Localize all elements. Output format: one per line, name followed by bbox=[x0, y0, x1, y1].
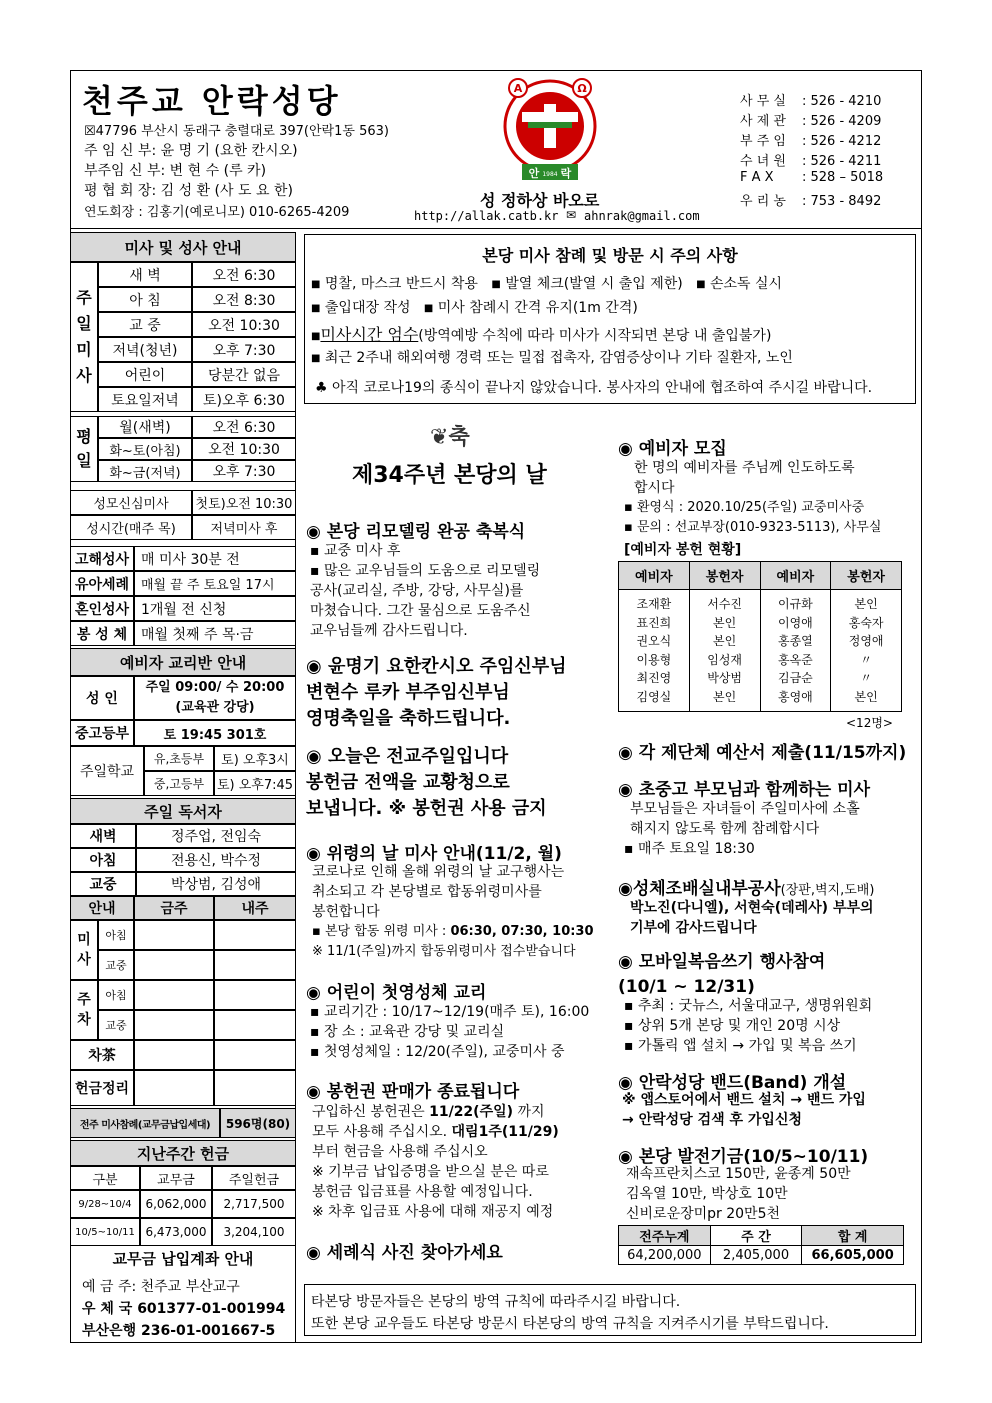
all-souls-body: 코로나로 인해 올해 위령의 날 교구행사는 취소되고 각 본당별로 합동위령미사를 봉헌합니다 ▪ 본당 합동 위령 미사 : 06:30, 07:30, 10:30 ※ 11/1(주일)까지 합동위령미사 접수받습니다 bbox=[312, 864, 594, 959]
remodel-body: ▪ 교중 미사 후 ▪ 많은 교우님들의 도움으로 리모델링 공사(교리실, 주방, 강당, 사무실)를 마쳤습니다. 그간 물심으로 도움주신 교우님들께 감사드립니다. bbox=[310, 543, 541, 639]
header-divider bbox=[70, 228, 922, 229]
catechumen-count: <12명> bbox=[846, 716, 893, 730]
council-line: 평 협 회 장: 김 성 환 (사 도 요 한) bbox=[84, 183, 293, 199]
reader-mass-1: 아침 bbox=[70, 848, 136, 872]
special-mass-name-0: 성모신심미사 bbox=[70, 490, 192, 515]
notice-title: 본당 미사 참례 및 방문 시 주의 사항 bbox=[482, 246, 738, 265]
fund-header-cumulative: 전주누계 bbox=[619, 1226, 711, 1246]
logo-an: 안 bbox=[528, 167, 540, 180]
contact-rectory: 사 제 관 : 526 - 4209 bbox=[740, 114, 882, 129]
sacrament-info-3: 매월 첫째 주 목·금 bbox=[134, 621, 296, 646]
all-souls-title: ◉ 위령의 날 미사 안내(11/2, 월) bbox=[306, 844, 562, 864]
status-col-0: 조재환 표진희 권오식 이용형 최진영 김영실 bbox=[619, 590, 690, 712]
parish-title: 천주교 안락성당 bbox=[82, 82, 342, 120]
pastor-line: 주 임 신 부: 윤 명 기 (요한 칸시오) bbox=[84, 143, 298, 159]
assistant-line: 부주임 신 부: 변 현 수 (루 카) bbox=[84, 163, 267, 179]
service-mass-next-1 bbox=[214, 950, 296, 980]
account-title: 교무금 납입계좌 안내 bbox=[112, 1250, 254, 1268]
attendance-value: 596명(80) bbox=[220, 1108, 296, 1138]
notice-box bbox=[304, 234, 916, 404]
first-communion-title: ◉ 어린이 첫영성체 교리 bbox=[306, 983, 487, 1003]
footer-notice-box bbox=[304, 1284, 916, 1336]
logo-year: 1984 bbox=[542, 171, 558, 178]
status-col-1: 서수진 본인 본인 임성재 박상범 본인 bbox=[689, 590, 760, 712]
sunday-mass-name-0: 새 벽 bbox=[98, 262, 192, 287]
sunday-school-name-1: 중,고등부 bbox=[144, 771, 214, 796]
sunday-mass-name-3: 저녁(청년) bbox=[98, 337, 192, 362]
logo-rak: 락 bbox=[560, 167, 572, 180]
sunday-mass-time-3: 오후 7:30 bbox=[192, 337, 296, 362]
offering-header-period: 구분 bbox=[70, 1166, 140, 1190]
notice-line-2: ■ 출입대장 작성 ■ 미사 참례시 간격 유지(1m 간격) bbox=[311, 300, 638, 316]
sacrament-info-2: 1개월 전 신청 bbox=[134, 596, 296, 621]
band-title: ◉ 안락성당 밴드(Band) 개설 bbox=[618, 1073, 847, 1093]
sacrament-name-2: 혼인성사 bbox=[70, 596, 134, 621]
patron-saint: 성 정하상 바오로 bbox=[480, 191, 600, 210]
logo-omega: Ω bbox=[577, 82, 587, 95]
reader-names-2: 박상범, 김성애 bbox=[136, 872, 296, 896]
youth-class-label: 중고등부 bbox=[70, 720, 134, 746]
service-header-next-week: 내주 bbox=[214, 896, 296, 920]
logo-alpha: A bbox=[513, 82, 523, 95]
service-mass-row-1: 교중 bbox=[98, 950, 134, 980]
status-col-3: 본인 홍숙자 정영애 〃 〃 본인 bbox=[831, 590, 902, 712]
feast-day-title: ◉ 윤명기 요한칸시오 주임신부님 변현수 루카 부주임신부님 영명축일을 축하드립니다. bbox=[306, 656, 567, 729]
service-tea-this bbox=[134, 1040, 214, 1070]
catechumen-recruit-title: ◉ 예비자 모집 bbox=[618, 439, 727, 459]
service-parking-label: 주 차 bbox=[70, 980, 98, 1040]
account-post: 우 체 국 601377-01-001994 bbox=[82, 1301, 286, 1317]
parish-address: ☒47796 부산시 동래구 충렬대로 397(안락1동 563) bbox=[84, 124, 389, 139]
notice-closing: ♣ 아직 코로나19의 종식이 끝나지 않았습니다. 봉사자의 안내에 협조하여 주시길 바랍니다. bbox=[315, 380, 873, 396]
catechumen-status-table bbox=[618, 561, 902, 712]
footer-line-2: 또한 본당 교우들도 타본당 방문시 타본당의 방역 규칙을 지켜주시기를 부탁드립니다. bbox=[311, 1316, 829, 1332]
reader-mass-0: 새벽 bbox=[70, 824, 136, 848]
weekday-mass-time-0: 오전 6:30 bbox=[192, 416, 296, 438]
family-mass-title: ◉ 초중고 부모님과 함께하는 미사 bbox=[618, 780, 870, 800]
service-tea-next bbox=[214, 1040, 296, 1070]
notice-line-3: ■미사시간 엄수(방역예방 수칙에 따라 미사가 시작되면 본당 내 출입불가) bbox=[311, 325, 772, 344]
notice-line-4: ■ 최근 2주내 해외여행 경력 또는 밀접 접촉자, 감염증상이나 기타 질환자, 노인 bbox=[311, 350, 793, 366]
remodel-title: ◉ 본당 리모델링 완공 축복식 bbox=[306, 522, 526, 542]
contact-office: 사 무 실 : 526 - 4210 bbox=[740, 94, 882, 109]
sacrament-info-0: 매 미사 30분 전 bbox=[134, 546, 296, 571]
status-header: 봉헌자 bbox=[689, 562, 760, 590]
sacrament-name-1: 유아세례 bbox=[70, 571, 134, 596]
service-parking-row-1: 교중 bbox=[98, 1010, 134, 1040]
attendance-label: 전주 미사참례(교무금납입세대) bbox=[70, 1108, 220, 1138]
anniversary-emblem: ❦축 bbox=[430, 425, 470, 450]
weekday-mass-name-1: 화~토(아침) bbox=[98, 438, 192, 460]
family-mass-body: 부모님들은 자녀들이 주일미사에 소홀 해지지 않도록 함께 참례합시다 ▪ 매주 토요일 18:30 bbox=[624, 801, 860, 857]
sunday-mass-name-4: 어린이 bbox=[98, 362, 192, 387]
offering-sunday-1: 3,204,100 bbox=[212, 1218, 296, 1246]
service-cash-next bbox=[214, 1070, 296, 1106]
catechumen-title: 예비자 교리반 안내 bbox=[70, 648, 296, 676]
service-parking-next-1 bbox=[214, 1010, 296, 1040]
service-cash-label: 헌금정리 bbox=[70, 1070, 134, 1106]
account-bank: 부산은행 236-01-001667-5 bbox=[82, 1323, 276, 1339]
service-mass-label: 미 사 bbox=[70, 920, 98, 980]
budget-title: ◉ 각 제단체 예산서 제출(11/15까지) bbox=[618, 743, 907, 763]
sunday-school-name-0: 유,초등부 bbox=[144, 746, 214, 771]
status-header: 예비자 bbox=[760, 562, 831, 590]
special-mass-name-1: 성시간(매주 목) bbox=[70, 515, 192, 540]
sunday-school-time-1: 토) 오후7:45 bbox=[214, 771, 296, 796]
offering-period-1: 10/5~10/11 bbox=[70, 1218, 140, 1246]
contact-list bbox=[740, 90, 910, 210]
sacrament-name-3: 봉 성 체 bbox=[70, 621, 134, 646]
fund-value-total: 66,605,000 bbox=[802, 1246, 904, 1265]
baptism-photo-title: ◉ 세례식 사진 찾아가세요 bbox=[306, 1243, 503, 1263]
weekday-mass-label: 평 일 bbox=[70, 416, 98, 482]
service-mass-row-0: 아침 bbox=[98, 920, 134, 950]
mission-sunday-title: ◉ 오늘은 전교주일입니다 봉헌금 전액을 교황청으로 보냅니다. ※ 봉헌권 사용 금지 bbox=[306, 746, 547, 819]
sunday-school-label: 주일학교 bbox=[70, 746, 144, 796]
contact-fax: F A X : 528 – 5018 bbox=[740, 170, 884, 185]
fund-header-weekly: 주 간 bbox=[710, 1226, 802, 1246]
sunday-mass-label: 주 일 미 사 bbox=[70, 262, 98, 412]
sunday-mass-name-2: 교 중 bbox=[98, 312, 192, 337]
weekday-mass-name-0: 월(새벽) bbox=[98, 416, 192, 438]
service-header-guide: 안내 bbox=[70, 896, 134, 920]
fund-header-total: 합 계 bbox=[802, 1226, 904, 1246]
sunday-mass-time-0: 오전 6:30 bbox=[192, 262, 296, 287]
weekday-mass-time-2: 오후 7:30 bbox=[192, 460, 296, 482]
offering-header-tithe: 교무금 bbox=[140, 1166, 212, 1190]
fund-value-cumulative: 64,200,000 bbox=[619, 1246, 711, 1265]
federation-line: 연도회장 : 김홍기(예로니모) 010-6265-4209 bbox=[84, 205, 350, 220]
development-fund-body: 재속프란치스코 150만, 윤종계 50만 김옥열 10만, 박상호 10만 신비로운장미pr 20만5천 bbox=[626, 1166, 851, 1222]
service-tea-label: 차茶 bbox=[70, 1040, 134, 1070]
construction-body: 박노진(다니엘), 서현숙(데레사) 부부의 기부에 감사드립니다 bbox=[630, 900, 874, 936]
fund-value-weekly: 2,405,000 bbox=[710, 1246, 802, 1265]
anniversary-title: 제34주년 본당의 날 bbox=[352, 463, 547, 488]
mobile-gospel-body: ▪ 추최 : 굿뉴스, 서울대교구, 생명위원회 ▪ 상위 5개 본당 및 개인 20명 시상 ▪ 가톨릭 앱 설치 → 가입 및 복음 쓰기 bbox=[624, 998, 873, 1054]
development-fund-title: ◉ 본당 발전기금(10/5~10/11) bbox=[618, 1147, 869, 1167]
status-col-2: 이규화 이영애 홍종열 홍옥준 김금순 홍영애 bbox=[760, 590, 831, 712]
first-communion-body: ▪ 교리기간 : 10/17~12/19(매주 토), 16:00 ▪ 장 소 : 교육관 강당 및 교리실 ▪ 첫영성체일 : 12/20(주일), 교중미사 중 bbox=[310, 1004, 590, 1060]
sunday-mass-time-2: 오전 10:30 bbox=[192, 312, 296, 337]
offering-title: 지난주간 헌금 bbox=[70, 1140, 296, 1166]
notice-line-1: ■ 명찰, 마스크 반드시 착용 ■ 발열 체크(발열 시 출입 제한) ■ 손소독 실시 bbox=[311, 276, 783, 292]
status-header: 봉헌자 bbox=[831, 562, 902, 590]
email-link[interactable]: ahnrak@gmail.com bbox=[584, 209, 700, 223]
offering-header-sunday: 주일헌금 bbox=[212, 1166, 296, 1190]
sacrament-name-0: 고해성사 bbox=[70, 546, 134, 571]
offering-tithe-0: 6,062,000 bbox=[140, 1190, 212, 1218]
service-mass-this-0 bbox=[134, 920, 214, 950]
email-icon: ✉ bbox=[566, 208, 577, 222]
sunday-mass-name-5: 토요일저녁 bbox=[98, 387, 192, 412]
reader-names-1: 전용신, 박수정 bbox=[136, 848, 296, 872]
catechumen-recruit-body: 한 명의 예비자를 주님께 인도하도록 합시다 ▪ 환영식 : 2020.10/25(주일) 교중미사중 ▪ 문의 : 선교부장(010-9323-5113), 사무실 bbox=[624, 460, 882, 535]
sunday-mass-time-4: 당분간 없음 bbox=[192, 362, 296, 387]
status-header-row bbox=[619, 562, 902, 590]
construction-title: ◉성체조배실내부공사(장판,벽지,도배) bbox=[618, 879, 875, 899]
sunday-mass-time-1: 오전 8:30 bbox=[192, 287, 296, 312]
sunday-school-time-0: 토) 오후3시 bbox=[214, 746, 296, 771]
service-mass-this-1 bbox=[134, 950, 214, 980]
voucher-body: 구입하신 봉헌권은 11/22(주일) 까지 모두 사용해 주십시오. 대림1주(11/29) 부터 현금을 사용해 주십시오 ※ 기부금 납입증명을 받으실 분은 따로 봉헌금 입금표를 사용할 예정입니다. ※ 차후 입금표 사용에 대해 재공지 예정 bbox=[312, 1104, 559, 1220]
adult-class-label: 성 인 bbox=[70, 676, 134, 720]
offering-tithe-1: 6,473,000 bbox=[140, 1218, 212, 1246]
contact-farm: 우 리 농 : 753 - 8492 bbox=[740, 194, 882, 209]
service-parking-next-0 bbox=[214, 980, 296, 1010]
sacrament-info-1: 매월 끝 주 토요일 17시 bbox=[134, 571, 296, 596]
sunday-mass-time-5: 토)오후 6:30 bbox=[192, 387, 296, 412]
readers-title: 주일 독서자 bbox=[70, 798, 296, 824]
mobile-gospel-title: ◉ 모바일복음쓰기 행사참여 (10/1 ~ 12/31) bbox=[618, 952, 826, 997]
parish-logo bbox=[500, 74, 600, 186]
offering-sunday-0: 2,717,500 bbox=[212, 1190, 296, 1218]
contact-assistant: 부 주 임 : 526 - 4212 bbox=[740, 134, 882, 149]
mass-schedule-title: 미사 및 성사 안내 bbox=[70, 232, 296, 262]
sunday-mass-name-1: 아 침 bbox=[98, 287, 192, 312]
website-link[interactable]: http://allak.catb.kr bbox=[414, 209, 559, 223]
special-mass-time-1: 저녁미사 후 bbox=[192, 515, 296, 540]
weekday-mass-name-2: 화~금(저녁) bbox=[98, 460, 192, 482]
status-header: 예비자 bbox=[619, 562, 690, 590]
weekday-mass-time-1: 오전 10:30 bbox=[192, 438, 296, 460]
account-holder: 예 금 주: 천주교 부산교구 bbox=[82, 1279, 240, 1295]
youth-class-info: 토 19:45 301호 bbox=[134, 720, 296, 746]
band-body: ※ 앱스토어에서 밴드 설치 → 밴드 가입 → 안락성당 검색 후 가입신청 bbox=[622, 1092, 866, 1128]
voucher-title: ◉ 봉헌권 판매가 종료됩니다 bbox=[306, 1082, 520, 1102]
service-header-this-week: 금주 bbox=[134, 896, 214, 920]
reader-mass-2: 교중 bbox=[70, 872, 136, 896]
footer-line-1: 타본당 방문자들은 본당의 방역 규칙에 따라주시길 바랍니다. bbox=[311, 1294, 681, 1310]
development-fund-table bbox=[618, 1225, 904, 1265]
service-parking-row-0: 아침 bbox=[98, 980, 134, 1010]
service-parking-this-0 bbox=[134, 980, 214, 1010]
special-mass-time-0: 첫토)오전 10:30 bbox=[192, 490, 296, 515]
adult-class-info: 주일 09:00/ 수 20:00 (교육관 강당) bbox=[134, 676, 296, 720]
contact-convent: 수 녀 원 : 526 - 4211 bbox=[740, 154, 882, 169]
service-cash-this bbox=[134, 1070, 214, 1106]
service-mass-next-0 bbox=[214, 920, 296, 950]
catechumen-status-title: [예비자 봉헌 현황] bbox=[624, 542, 742, 558]
offering-period-0: 9/28~10/4 bbox=[70, 1190, 140, 1218]
status-body-row bbox=[619, 590, 902, 712]
reader-names-0: 정주업, 전임숙 bbox=[136, 824, 296, 848]
service-parking-this-1 bbox=[134, 1010, 214, 1040]
